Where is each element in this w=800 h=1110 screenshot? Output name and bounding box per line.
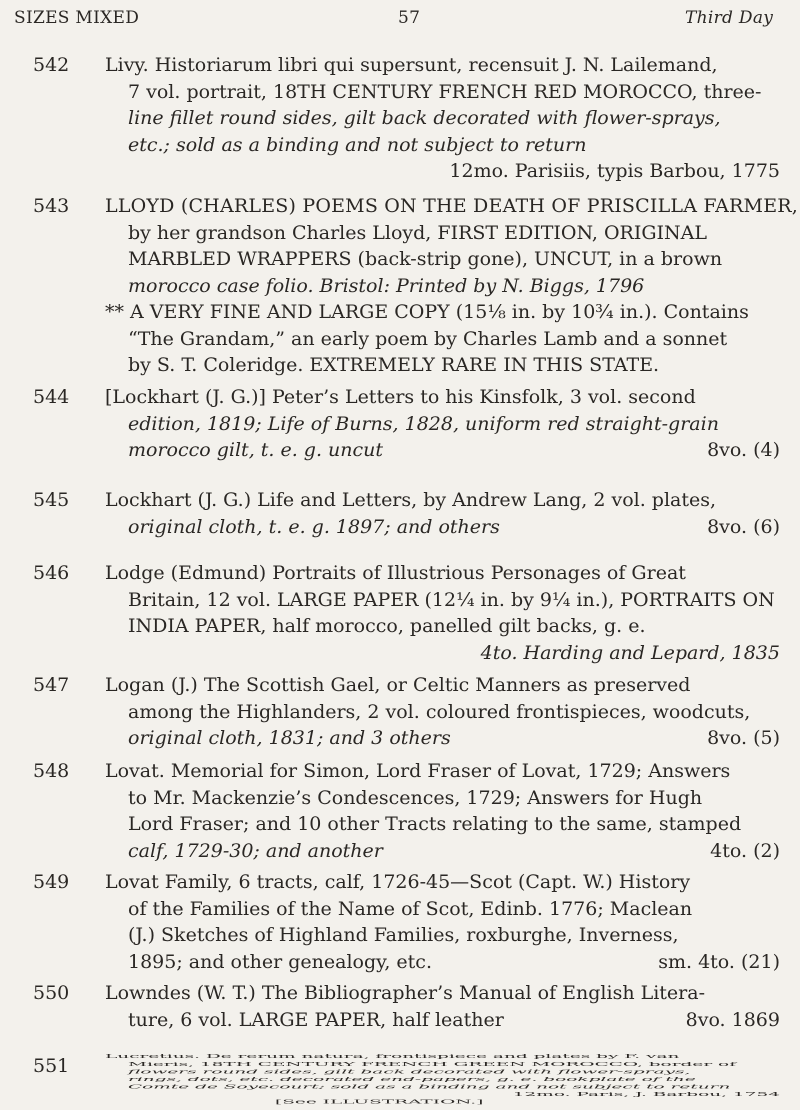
entry-line: rings, dots, etc. decorated end-papers, g. e. bookplate of the: [128, 1076, 696, 1083]
lot-number: 543: [33, 195, 70, 217]
header-day: Third Day: [685, 8, 774, 28]
entry-line: Lockhart (J. G.) Life and Letters, by Andrew Lang, 2 vol. plates,: [105, 489, 717, 511]
lot-number: 542: [33, 54, 70, 76]
entry-line: 1895; and other genealogy, etc.: [128, 950, 432, 973]
header-section: SIZES MIXED: [14, 8, 140, 28]
entry-line: 7 vol. portrait, 18TH CENTURY FRENCH RED MOROCCO, three-: [128, 80, 762, 103]
page-header: [0, 8, 800, 36]
entry-line: (J.) Sketches of Highland Families, roxburghe, Inverness,: [128, 924, 679, 946]
entry-imprint: 4to. Harding and Lepard, 1835: [480, 641, 780, 664]
entry-line: by her grandson Charles Lloyd, FIRST EDITION, ORIGINAL: [128, 221, 707, 244]
entry-line: to Mr. Mackenzie’s Condescences, 1729; Answers for Hugh: [128, 786, 703, 809]
entry-line: morocco gilt, t. e. g. uncut: [128, 439, 384, 461]
entry-line: ture, 6 vol. LARGE PAPER, half leather: [128, 1008, 504, 1031]
entry-line: Comte de Soyecourt; sold as a binding and not subject to return: [128, 1083, 731, 1090]
entry-imprint: 12mo. Parisiis, typis Barbou, 1775: [449, 160, 780, 182]
entry-line: Lovat. Memorial for Simon, Lord Fraser of Lovat, 1729; Answers: [105, 760, 731, 782]
entry-format: 8vo. (5): [707, 727, 780, 749]
lot-number: 544: [33, 386, 70, 408]
entry-line: of the Families of the Name of Scot, Edinb. 1776; Maclean: [128, 897, 693, 920]
entry-line: Lovat Family, 6 tracts, calf, 1726-45—Scot (Capt. W.) History: [105, 871, 691, 893]
entry-line: INDIA PAPER, half morocco, panelled gilt backs, g. e.: [128, 615, 646, 637]
entry-note: ** A VERY FINE AND LARGE COPY (15⅛ in. by 10¾ in.). Contains: [105, 301, 749, 323]
entry-line: original cloth, t. e. g. 1897; and others: [128, 515, 500, 538]
entry-line: Livy. Historiarum libri qui supersunt, recensuit J. N. Lailemand,: [105, 54, 718, 76]
entry-line: flowers round sides, gilt back decorated with flower-sprays,: [128, 1068, 691, 1075]
entry-format: 8vo. (4): [707, 439, 780, 461]
lot-number: 548: [33, 760, 70, 782]
entry-format: 8vo. 1869: [685, 1008, 780, 1031]
entry-line: LLOYD (CHARLES) POEMS ON THE DEATH OF PRISCILLA FARMER,: [105, 195, 799, 217]
entry-line: line fillet round sides, gilt back decorated with flower-sprays,: [128, 107, 721, 129]
entry-line: MARBLED WRAPPERS (back-strip gone), UNCUT, in a brown: [128, 248, 723, 270]
lot-number: 546: [33, 562, 70, 584]
entry-line: Lord Fraser; and 10 other Tracts relating to the same, stamped: [128, 813, 742, 835]
entry-line: Logan (J.) The Scottish Gael, or Celtic Manners as preserved: [105, 674, 691, 696]
entry-format: 8vo. (6): [707, 515, 780, 538]
page-number: 57: [398, 8, 421, 28]
entry-line: Lodge (Edmund) Portraits of Illustrious Personages of Great: [105, 562, 686, 584]
lot-number: 550: [33, 982, 70, 1004]
entry-line: Mieris, 18TH CENTURY FRENCH GREEN MOROCCO, border of: [128, 1061, 737, 1068]
entry-line: among the Highlanders, 2 vol. coloured frontispieces, woodcuts,: [128, 700, 751, 723]
lot-number: 545: [33, 489, 70, 511]
entry-format: sm. 4to. (21): [658, 950, 780, 973]
entry-format: 4to. (2): [710, 839, 780, 862]
entry-line: morocco case folio. Bristol: Printed by N. Biggs, 1796: [128, 274, 645, 297]
entry-line: edition, 1819; Life of Burns, 1828, uniform red straight-grain: [128, 412, 719, 435]
entry-line: Lucretius. De rerum natura, frontispiece and plates by F. van: [105, 1053, 680, 1060]
lot-number: 549: [33, 871, 70, 893]
entry-line: Britain, 12 vol. LARGE PAPER (12¼ in. by 9¼ in.), PORTRAITS ON: [128, 588, 775, 611]
entry-note: by S. T. Coleridge. EXTREMELY RARE IN THIS STATE.: [128, 354, 660, 376]
entry-line: calf, 1729-30; and another: [128, 839, 383, 862]
entry-line: Lowndes (W. T.) The Bibliographer’s Manual of English Litera-: [105, 982, 706, 1004]
lot-number: 547: [33, 674, 70, 696]
entry-imprint: 12mo. Paris, J. Barbou, 1754: [512, 1091, 780, 1098]
lot-number: 551: [33, 1055, 70, 1077]
entry-line: etc.; sold as a binding and not subject to return: [128, 133, 587, 156]
entry-note: “The Grandam,” an early poem by Charles Lamb and a sonnet: [128, 327, 728, 350]
entry-line: original cloth, 1831; and 3 others: [128, 727, 451, 749]
entry-reference: [See ILLUSTRATION.]: [275, 1098, 484, 1106]
entry-line: [Lockhart (J. G.)] Peter’s Letters to his Kinsfolk, 3 vol. second: [105, 386, 696, 408]
